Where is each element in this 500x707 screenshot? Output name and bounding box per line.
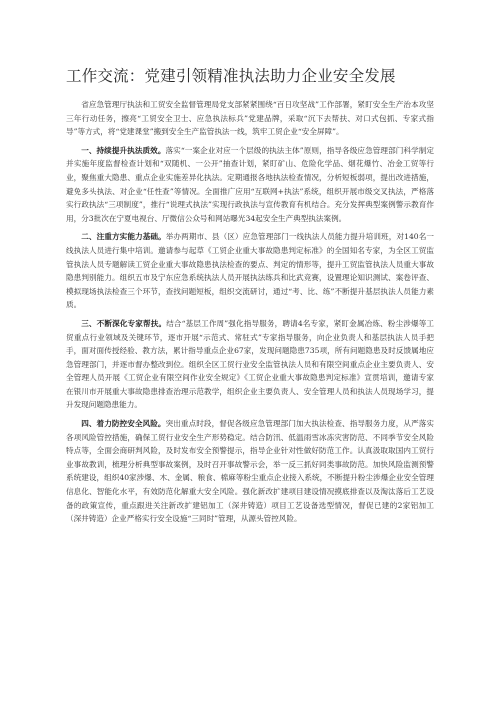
section-heading: 一、持续提升执法质效。 (81, 145, 166, 155)
paragraph-text: 突出重点时段，督促各级应急管理部门加大执法检查、指导服务力度，从严落实各项风险管控措施，确保工贸行业安全生产形势稳定。结合防汛、低温雨雪冰冻灾害防范、不同季节安全风险特点等，全面会商研判风险，及时发布安全预警提示，指导企业针对性做好防范工作。认真汲取取国内工贸行业事故教训，梳理分析典型事故案例，及时召开事故警示会，举一反三抓好同类事故防范。加快风险监测预警系统建设，组织40家涉爆、木、金属、粮食、棉麻等粉尘重点企业接入系统，不断提升粉尘涉爆企业安全管理信息化、智能化水平，有效防范化解重大安全风险。强化新改扩建项目建设情况摸底排查以及淘汰落后工艺设备的政策宣传，重点跟进关注新改扩建铝加工（深井铸造）项目工艺设备选型情况，督促已建的2家铝加工（深井铸造）企业严格实行安全设施“三同时”管理，从源头管控风险。 (66, 419, 434, 524)
paragraph-intro (66, 98, 434, 139)
document-title: 工作交流：党建引领精准执法助力企业安全发展 (66, 67, 396, 85)
paragraph-text: 结合“基层工作周”强化指导服务，聘请4名专家，紧盯金属冶炼、粉尘涉爆等工贸重点行业领域及关键环节，逐市开展“示范式、常驻式”专家指导服务，向企业负责人和基层执法人员手把手，面对面传授经验、教方法，累计指导重点企业67家，发现问题隐患735项，所有问题隐患及时反馈属地应急管理部门，并逐市督办整改到位。组织全区工贸行业安全监管执法人员和有限空间重点企业主要负责人、安全管理人员开展《工贸企业有限空间作业安全规定》《工贸企业重大事故隐患判定标准》宣贯培训，邀请专家在银川市开展重大事故隐患排查治理示范教学，组织企业主要负责人、安全管理人员和执法人员现场学习，提升发现问题隐患能力。 (66, 318, 435, 410)
paragraph-section-1 (66, 144, 434, 226)
paragraph-section-4 (66, 417, 434, 526)
paragraph-text: 举办两期市、县（区）应急管理部门一线执法人员能力提升培训班，对140名一线执法人员进行集中培训。邀请参与起草《工贸企业重大事故隐患判定标准》的全国知名专家，为全区工贸监管执法人员专题解读工贸企业重大事故隐患执法检查的要点、判定的情形等，提升工贸监管执法人员重大事故隐患判别能力。组织五市及宁东应急系统执法人员开展执法练兵和比武竞赛，设置理论知识测试、案卷评查、模拟现场执法检查三个环节，查找问题短板，组织交流研讨，通过“考、比、练”不断提升基层执法人员能力素质。 (66, 232, 434, 310)
paragraph-section-2 (66, 230, 434, 312)
section-heading: 三、不断深化专家帮扶。 (81, 318, 167, 328)
paragraph-text: 落实“一案企业对应一个层级的执法主体”原则，指导各级应急管理部门科学制定并实施年度监督检查计划和“双随机、一公开”抽查计划，紧盯矿山、危险化学品、烟花爆竹、冶金工贸等行业，聚焦重大隐患、重点企业实施差异化执法。定期通报各地执法检查情况，分析短板弱项，提出改进措施，避免多头执法、对企业“任性查”等情况。全面推广应用“互联网+执法”系统，组织开展市级交叉执法，严格落实行政执法“三项制度”，推行“说理式执法”实现行政执法与宣传教育有机结合。充分发挥典型案例警示教育作用，分3批次在宁夏电视台、厅微信公众号和网站曝光34起安全生产典型执法案例。 (66, 145, 434, 223)
paragraph-section-3 (66, 317, 434, 412)
section-heading: 二、注重方实能力基础。 (81, 232, 166, 242)
paragraph-text: 省应急管理厅执法和工贸安全监督管理局党支部紧紧围绕“百日攻坚战”工作部署，紧盯安全生产治本攻坚三年行动任务，擦亮“工贸安全卫士、应急执法标兵”党建品牌，采取“沉下去帮扶、对口式包抓、专家式指导”等方式，将“党建课堂”搬到安全生产监管执法一线，筑牢工贸企业“安全屏障”。 (66, 100, 434, 137)
section-heading: 四、着力防控安全风险。 (81, 419, 166, 429)
